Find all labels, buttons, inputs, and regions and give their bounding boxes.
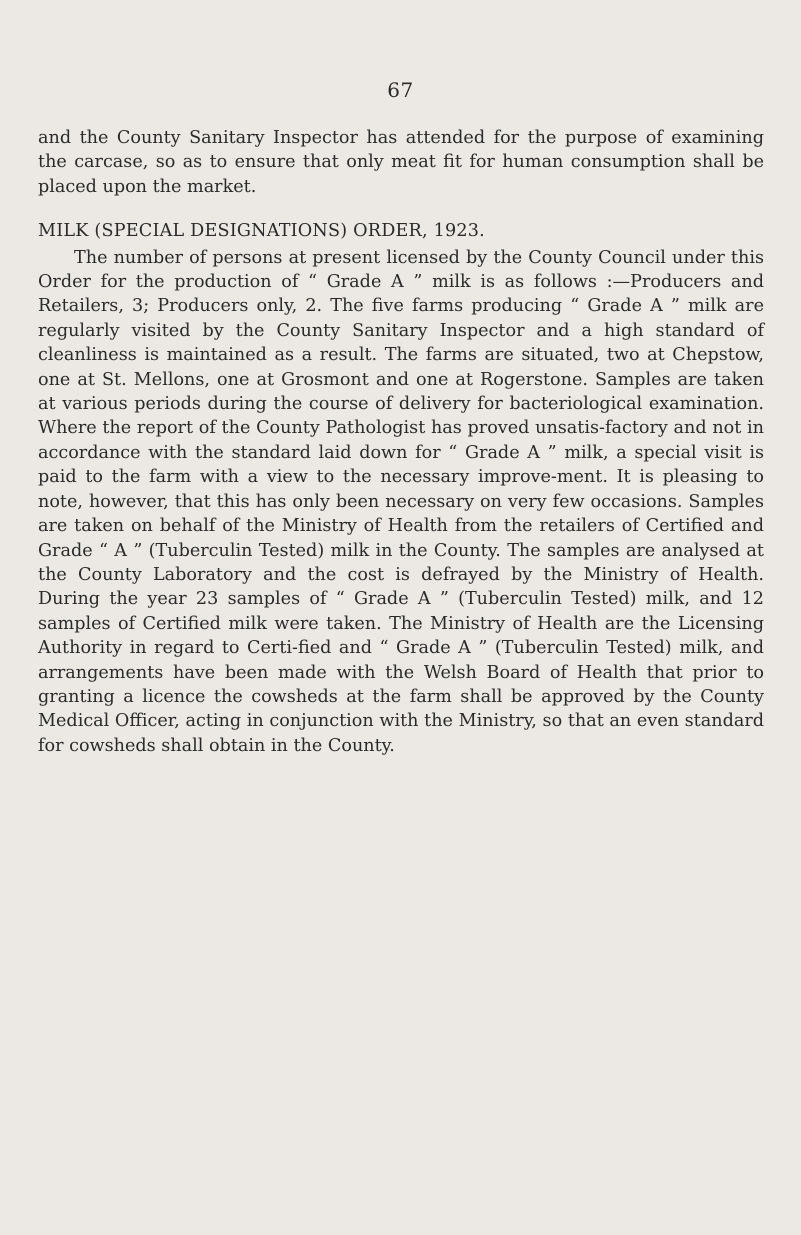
continued-paragraph: and the County Sanitary Inspector has attended for the purpose of examining the carcase, so as to ensure that only meat fit for human consumption shall be placed upon the market.: [38, 128, 764, 197]
section-heading: MILK (SPECIAL DESIGNATIONS) ORDER, 1923.: [38, 221, 485, 242]
page-content: [38, 126, 764, 758]
page-number: 67: [387, 78, 414, 102]
body-paragraph: The number of persons at present licensed by the County Council under this Order for the production of “ Grade A ” milk is as follows :—Producers and Retailers, 3; Producers only, 2. The five farms producing “ Grade A ” milk are regularly visited by the County Sanitary Inspector and a high standard of cleanliness is maintained as a result. The farms are situated, two at Chepstow, one at St. Mellons, one at Grosmont and one at Rogerstone. Samples are taken at various periods during the course of delivery for bacteriological examination. Where the report of the County Pathologist has proved unsatis-factory and not in accordance with the standard laid down for “ Grade A ” milk, a special visit is paid to the farm with a view to the necessary improve-ment. It is pleasing to note, however, that this has only been necessary on very few occasions. Samples are taken on behalf of the Ministry of Health from the retailers of Certified and Grade “ A ” (Tuberculin Tested) milk in the County. The samples are analysed at the County Laboratory and the cost is defrayed by the Ministry of Health. During the year 23 samples of “ Grade A ” (Tuberculin Tested) milk, and 12 samples of Certified milk were taken. The Ministry of Health are the Licensing Authority in regard to Certi-fied and “ Grade A ” (Tuberculin Tested) milk, and arrangements have been made with the Welsh Board of Health that prior to granting a licence the cowsheds at the farm shall be approved by the County Medical Officer, acting in conjunction with the Ministry, so that an even standard for cowsheds shall obtain in the County.: [38, 247, 764, 756]
